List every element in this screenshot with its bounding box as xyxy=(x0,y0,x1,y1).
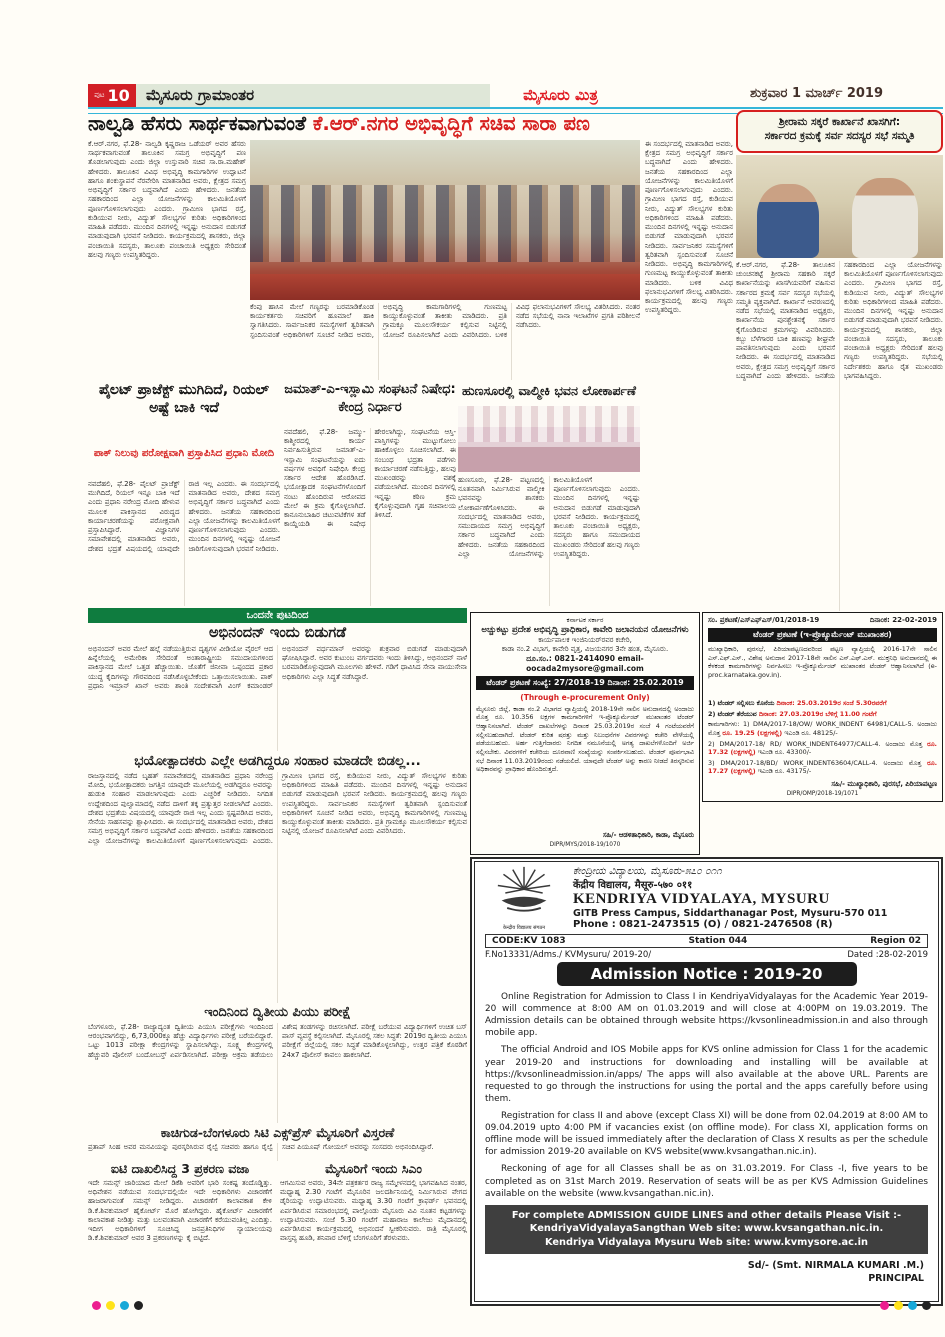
page-number: 10 xyxy=(107,86,130,105)
lead-headline-red: ಕೆ.ಆರ್.ನಗರ ಅಭಿವೃದ್ಧಿಗೆ ಸಚಿವ ಸಾರಾ ಪಣ xyxy=(312,112,590,135)
yellow-dot-icon xyxy=(106,1301,115,1310)
pilot-project-body: ನವದೆಹಲಿ, ಫೆ.28- ಪೈಲಟ್ ಪ್ರಾಜೆಕ್ಟ್ ಮುಗಿದಿದೆ, ರಿಯಲ್ ಇನ್ನೂ ಬಾಕಿ ಇದೆ ಎಂದು ಪ್ರಧಾನಿ ನರೇಂದ್ರ ಮೋದಿ ಹೇಳುವ ಮೂಲಕ ಪಾಕಿಸ್ತಾನದ ವಿರುದ್ಧದ ಕಾರ್ಯಾಚರಣೆಯನ್ನು ಪರೋಕ್ಷವಾಗಿ ಪ್ರಸ್ತಾಪಿಸಿದ್ದಾರೆ. ವಿಜ್ಞಾನಿಗಳ ಸಮಾವೇಶದಲ್ಲಿ ಮಾತನಾಡಿದ ಅವರು, ದೇಶದ ಭದ್ರತೆ ವಿಷಯದಲ್ಲಿ ಯಾವುದೇ ರಾಜಿ ಇಲ್ಲ ಎಂದರು. ಈ ಸಂದರ್ಭದಲ್ಲಿ ಮಾತನಾಡಿದ ಅವರು, ದೇಶದ ಸಮಗ್ರ ಅಭಿವೃದ್ಧಿಗೆ ಸರ್ಕಾರ ಬದ್ಧವಾಗಿದೆ ಎಂದು ಹೇಳಿದರು. ಜನತೆಯ ಸಹಕಾರದಿಂದ ಎಲ್ಲಾ ಯೋಜನೆಗಳನ್ನು ಕಾಲಮಿತಿಯೊಳಗೆ ಪೂರ್ಣಗೊಳಿಸಲಾಗುವುದು ಎಂದರು. ಮುಂದಿನ ದಿನಗಳಲ್ಲಿ ಇನ್ನಷ್ಟು ಯೋಜನೆ ಜಾರಿಗೊಳಿಸುವುದಾಗಿ ಭರವಸೆ ನೀಡಿದರು. xyxy=(88,480,280,553)
pilot-project-subhead: ಪಾಕ್ ನಿಲುವು ಪರೋಕ್ಷವಾಗಿ ಪ್ರಸ್ತಾಪಿಸಿದ ಪ್ರಧಾನಿ ಮೋದಿ xyxy=(93,448,275,459)
cyan-dot-icon xyxy=(908,1301,917,1310)
kvs-logo-caption: केन्द्रीय विद्यालय संगठन xyxy=(502,925,546,931)
photo-person-listening xyxy=(852,178,918,258)
lead-body-bottom: ಕೆಂಪು ಹಾಸಿನ ಮೇಲೆ ಗಣ್ಯರನ್ನು ಬರಮಾಡಿಕೊಂಡ ಕಾರ್ಯಕರ್ತರು ಸಚಿವರಿಗೆ ಹೂಮಾಲೆ ಹಾಕಿ ಸ್ವಾಗತಿಸಿದರು. ಸಾರ್ವಜನಿಕರ ಸಮಸ್ಯೆಗಳಿಗೆ ತ್ವರಿತವಾಗಿ ಸ್ಪಂದಿಸುವಂತೆ ಅಧಿಕಾರಿಗಳಿಗೆ ಸೂಚನೆ ನೀಡಿದ ಅವರು, ಅಭಿವೃದ್ಧಿ ಕಾಮಗಾರಿಗಳಲ್ಲಿ ಗುಣಮಟ್ಟ ಕಾಯ್ದುಕೊಳ್ಳುವಂತೆ ತಾಕೀತು ಮಾಡಿದರು. ಪ್ರತಿ ಗ್ರಾಮಕ್ಕೂ ಮೂಲಸೌಕರ್ಯ ಕಲ್ಪಿಸುವ ನಿಟ್ಟಿನಲ್ಲಿ ಯೋಜನೆ ರೂಪಿಸಲಾಗಿದೆ ಎಂದು ವಿವರಿಸಿದರು. ಬಳಿಕ ವಿವಿಧ ಫಲಾನುಭವಿಗಳಿಗೆ ಸೌಲಭ್ಯ ವಿತರಿಸಿದರು. ನಂತರ ನಡೆದ ಸಭೆಯಲ್ಲಿ ನಾನಾ ಇಲಾಖೆಗಳ ಪ್ರಗತಿ ಪರಿಶೀಲನೆ ನಡೆಸಿದರು. xyxy=(250,303,640,339)
kv-guidelines-band xyxy=(485,1205,928,1254)
page-label: ಪುಟ xyxy=(94,91,105,99)
tender-open-value: ದಿನಾಂಕ: 27.03.2019ರ ಬೆಳಿಗ್ಗೆ 11.00 ಗಂಟೆಗೆ xyxy=(758,709,877,718)
sugar-factory-headline-box xyxy=(736,110,943,153)
black-dot-icon xyxy=(922,1301,931,1310)
tender-govt-line: ಕರ್ನಾಟಕ ಸರ್ಕಾರ xyxy=(566,616,604,624)
tender-open-label: 2) ಟೆಂಡರ್ ತೆರೆಯುವ xyxy=(708,709,759,718)
work-item-3-amount: ರೂ. 17.27 (ಲಕ್ಷಗಳಲ್ಲಿ) xyxy=(708,758,937,776)
section-banner: ಮೈಸೂರು ಗ್ರಾಮಾಂತರ xyxy=(136,84,490,107)
issue-date: ಶುಕ್ರವಾರ 1 ಮಾರ್ಚ್ 2019 xyxy=(749,86,884,101)
work-item-2-amount: ರೂ. 17.32 (ಲಕ್ಷಗಳಲ್ಲಿ) xyxy=(708,739,937,757)
hunsur-photo-drapes xyxy=(458,406,640,442)
tender-cada-foot: DIPR/MYS/2018-19/1070 xyxy=(549,841,621,848)
work-item-1-emd: ಇಎಂಡಿ ರೂ. 48125/- xyxy=(784,728,838,737)
lead-photo-carpet xyxy=(250,274,640,300)
jamaat-ban-body: ನವದೆಹಲಿ, ಫೆ.28- ಜಮ್ಮು-ಕಾಶ್ಮೀರದಲ್ಲಿ ಕಾರ್ಯ ನಿರ್ವಹಿಸುತ್ತಿರುವ ಜಮಾತ್-ಎ-ಇಸ್ಲಾಮಿ ಸಂಘಟನೆಯನ್ನು ಐದು ವರ್ಷಗಳ ಅವಧಿಗೆ ನಿಷೇಧಿಸಿ ಕೇಂದ್ರ ಸರ್ಕಾರ ಆದೇಶ ಹೊರಡಿಸಿದೆ. ಭಯೋತ್ಪಾದಕ ಸಂಘಟನೆಗಳೊಂದಿಗೆ ನಂಟು ಹೊಂದಿರುವ ಆರೋಪದ ಮೇಲೆ ಈ ಕ್ರಮ ಕೈಗೊಳ್ಳಲಾಗಿದೆ. ಕಾನೂನುಬಾಹಿರ ಚಟುವಟಿಕೆಗಳ ತಡೆ ಕಾಯ್ದೆಯಡಿ ಈ ನಿಷೇಧ ಹೇರಲಾಗಿದ್ದು, ಸಂಘಟನೆಯ ಆಸ್ತಿ-ಪಾಸ್ತಿಗಳನ್ನು ಮುಟ್ಟುಗೋಲು ಹಾಕಿಕೊಳ್ಳಲು ಸೂಚಿಸಲಾಗಿದೆ. ಈ ಸಂಬಂಧ ಭದ್ರತಾ ಪಡೆಗಳು ಕಾರ್ಯಾಚರಣೆ ನಡೆಸುತ್ತಿದ್ದು, ಹಲವು ಮುಖಂಡರನ್ನು ವಶಕ್ಕೆ ಪಡೆಯಲಾಗಿದೆ. ಮುಂದಿನ ದಿನಗಳಲ್ಲಿ ಇನ್ನಷ್ಟು ಕಠಿಣ ಕ್ರಮ ಕೈಗೊಳ್ಳುವುದಾಗಿ ಗೃಹ ಸಚಿವಾಲಯ ತಿಳಿಸಿದೆ. xyxy=(284,428,456,529)
tender-right-bar: ಟೆಂಡರ್ ಪ್ರಕಟಣೆ (ಇ-ಪ್ರೊಕ್ಯೂರ್ಮೆಂಟ್ ಮುಖಾಂತರ) xyxy=(708,628,937,642)
abhinandan-body: ಅಭಿನಂದನ್ ಅವರ ಮೇಲೆ ಹಲ್ಲೆ ನಡೆಯುತ್ತಿರುವ ದೃಶ್ಯಗಳ ವೀಡಿಯೋ ವೈರಲ್ ಆದ ಹಿನ್ನೆಲೆಯಲ್ಲಿ ಅಮೇರಿಕಾ ಸೇರಿದಂತೆ ಅಂತಾರಾಷ್ಟ್ರೀಯ ಸಮುದಾಯಗಳಿಂದ ಪಾಕಿಸ್ತಾನದ ಮೇಲೆ ಒತ್ತಡ ಹೆಚ್ಚಾಯಿತು. ಜೊತೆಗೆ ಜಿನೀವಾ ಒಪ್ಪಂದದ ಪ್ರಕಾರ ಯುದ್ಧ ಕೈದಿಗಳನ್ನು ಗೌರವದಿಂದ ನಡೆಸಿಕೊಳ್ಳಬೇಕೆಂದು ಒತ್ತಾಯಿಸಲಾಯಿತು. ಪಾಕ್ ಪ್ರಧಾನಿ ಇಮ್ರಾನ್ ಖಾನ್ ಅವರು ಶಾಂತಿ ಸಂದೇಶವಾಗಿ ವಿಂಗ್ ಕಮಾಂಡರ್ ಅಭಿನಂದನ್ ವರ್ಧಮಾನ್ ಅವರನ್ನು ಶುಕ್ರವಾರ ಬಿಡುಗಡೆ ಮಾಡುವುದಾಗಿ ಘೋಷಿಸಿದ್ದಾರೆ. ಅವರ ಕುಟುಂಬ ವರ್ಗದವರು ಇಂದು ತಿಳಿಸಿದ್ದು, ಅಭಿನಂದನ್ ನಾಳೆ ಬರಮಾಡಿಕೊಳ್ಳುವುದಾಗಿ ಮೂಲಗಳು ಹೇಳಿವೆ. ಗಡಿಗೆ ಧಾವಿಸಿದ ಸೇನಾ ವಾಯುಸೇನಾ ಅಧಿಕಾರಿಗಳು ಎಲ್ಲಾ ಸಿದ್ಧತೆ ನಡೆಸಿದ್ದಾರೆ. xyxy=(88,645,467,690)
cyan-dot-icon xyxy=(120,1301,129,1310)
terror-body: ರಾಜಸ್ತಾನದಲ್ಲಿ ನಡೆದ ಬೃಹತ್ ಸಮಾವೇಶದಲ್ಲಿ ಮಾತನಾಡಿದ ಪ್ರಧಾನಿ ನರೇಂದ್ರ ಮೋದಿ, ಭಯೋತ್ಪಾದಕರು ಜಗತ್ತಿನ ಯಾವುದೇ ಮೂಲೆಯಲ್ಲಿ ಅಡಗಿದ್ದರೂ ಅವರನ್ನು ಹುಡುಕಿ ಸಂಹಾರ ಮಾಡಲಾಗುವುದು ಎಂದು ಎಚ್ಚರಿಕೆ ನೀಡಿದರು. ನಿಗದಿತ ಉದ್ದೇಶದಿಂದ ಪುಲ್ವಾಮಾದಲ್ಲಿ ನಡೆದ ದಾಳಿಗೆ ತಕ್ಕ ಪ್ರತ್ಯುತ್ತರ ನೀಡಲಾಗಿದೆ ಎಂದರು. ದೇಶದ ಭದ್ರತೆಯ ವಿಷಯದಲ್ಲಿ ಯಾವುದೇ ರಾಜಿ ಇಲ್ಲ ಎಂದು ಸ್ಪಷ್ಟಪಡಿಸಿದ ಅವರು, ಸೇನೆಯ ಸಾಹಸವನ್ನು ಶ್ಲಾಘಿಸಿದರು. ಈ ಸಂದರ್ಭದಲ್ಲಿ ಮಾತನಾಡಿದ ಅವರು, ದೇಶದ ಸಮಗ್ರ ಅಭಿವೃದ್ಧಿಗೆ ಸರ್ಕಾರ ಬದ್ಧವಾಗಿದೆ ಎಂದು ಹೇಳಿದರು. ಜನತೆಯ ಸಹಕಾರದಿಂದ ಎಲ್ಲಾ ಯೋಜನೆಗಳನ್ನು ಕಾಲಮಿತಿಯೊಳಗೆ ಪೂರ್ಣಗೊಳಿಸಲಾಗುವುದು ಎಂದರು. ಗ್ರಾಮೀಣ ಭಾಗದ ರಸ್ತೆ, ಕುಡಿಯುವ ನೀರು, ವಿದ್ಯುತ್ ಸೌಲಭ್ಯಗಳ ಕುರಿತು ಅಧಿಕಾರಿಗಳಿಂದ ಮಾಹಿತಿ ಪಡೆದರು. ಮುಂದಿನ ದಿನಗಳಲ್ಲಿ ಇನ್ನಷ್ಟು ಅನುದಾನ ಬಿಡುಗಡೆ ಮಾಡುವುದಾಗಿ ಭರವಸೆ ನೀಡಿದರು. ಕಾರ್ಯಕ್ರಮದಲ್ಲಿ ಹಲವು ಗಣ್ಯರು ಉಪಸ್ಥಿತರಿದ್ದರು. ಸಾರ್ವಜನಿಕರ ಸಮಸ್ಯೆಗಳಿಗೆ ತ್ವರಿತವಾಗಿ ಸ್ಪಂದಿಸುವಂತೆ ಅಧಿಕಾರಿಗಳಿಗೆ ಸೂಚನೆ ನೀಡಿದ ಅವರು, ಅಭಿವೃದ್ಧಿ ಕಾಮಗಾರಿಗಳಲ್ಲಿ ಗುಣಮಟ್ಟ ಕಾಯ್ದುಕೊಳ್ಳುವಂತೆ ತಾಕೀತು ಮಾಡಿದರು. ಪ್ರತಿ ಗ್ರಾಮಕ್ಕೂ ಮೂಲಸೌಕರ್ಯ ಕಲ್ಪಿಸುವ ನಿಟ್ಟಿನಲ್ಲಿ ಯೋಜನೆ ರೂಪಿಸಲಾಗಿದೆ ಎಂದು ವಿವರಿಸಿದರು. xyxy=(88,772,467,845)
yellow-dot-icon xyxy=(894,1301,903,1310)
kv-code-row xyxy=(485,934,928,948)
kv-address: GITB Press Campus, Siddarthanagar Post, Mysuru-570 011 xyxy=(573,908,888,919)
tender-notice-piriyapatna xyxy=(702,612,943,802)
terror-headline: ಭಯೋತ್ಪಾದಕರು ಎಲ್ಲೇ ಅಡಗಿದ್ದರೂ ಸಂಹಾರ ಮಾಡದೇ ಬಿಡಲ್ಲ... xyxy=(134,753,421,769)
pu-exam-body: ಬೆಂಗಳೂರು, ಫೆ.28- ರಾಜ್ಯಾದ್ಯಂತ ದ್ವಿತೀಯ ಪಿಯುಸಿ ಪರೀಕ್ಷೆಗಳು ಇಂದಿನಿಂದ ಆರಂಭವಾಗಲಿದ್ದು, 6,73,000ಕ್ಕೂ ಹೆಚ್ಚು ವಿದ್ಯಾರ್ಥಿಗಳು ಪರೀಕ್ಷೆ ಬರೆಯಲಿದ್ದಾರೆ. ಒಟ್ಟು 1013 ಪರೀಕ್ಷಾ ಕೇಂದ್ರಗಳನ್ನು ಸ್ಥಾಪಿಸಲಾಗಿದ್ದು, ಸೂಕ್ಷ್ಮ ಕೇಂದ್ರಗಳಲ್ಲಿ ಹೆಚ್ಚುವರಿ ಪೊಲೀಸ್ ಬಂದೋಬಸ್ತ್ ಏರ್ಪಡಿಸಲಾಗಿದೆ. ಪರೀಕ್ಷಾ ಅಕ್ರಮ ತಡೆಯಲು ವಿಶೇಷ ತಂಡಗಳನ್ನು ರಚಿಸಲಾಗಿದೆ. ಪರೀಕ್ಷೆ ಬರೆಯುವ ವಿದ್ಯಾರ್ಥಿಗಳಿಗೆ ಉಚಿತ ಬಸ್ ಪಾಸ್ ವ್ಯವಸ್ಥೆ ಕಲ್ಪಿಸಲಾಗಿದೆ. ಮೈಸೂರಲ್ಲಿ ಸಕಲ ಸಿದ್ಧತೆ: 2019ರ ದ್ವಿತೀಯ ಪಿಯುಸಿ ಪರೀಕ್ಷೆಗೆ ಜಿಲ್ಲೆಯಲ್ಲಿ ಸಕಲ ಸಿದ್ಧತೆ ಮಾಡಿಕೊಳ್ಳಲಾಗಿದ್ದು, ಉತ್ತರ ಪತ್ರಿಕೆ ಕೊಠಡಿಗೆ 24x7 ಪೊಲೀಸ್ ಕಾವಲು ಹಾಕಲಾಗಿದೆ. xyxy=(88,1023,467,1059)
sugar-factory-body: ಕೆ.ಆರ್.ನಗರ, ಫೆ.28- ತಾಲೂಕಿನ ಚುಂಚನಕಟ್ಟೆ ಶ್ರೀರಾಮ ಸಹಕಾರಿ ಸಕ್ಕರೆ ಕಾರ್ಖಾನೆಯನ್ನು ಖಾಸಗಿಯವರಿಗೆ ವಹಿಸುವ ಸರ್ಕಾರದ ಕ್ರಮಕ್ಕೆ ಸರ್ವ ಸದಸ್ಯರ ಸಭೆಯಲ್ಲಿ ಸಮ್ಮತಿ ವ್ಯಕ್ತವಾಗಿದೆ. ಕಾರ್ಖಾನೆ ಆವರಣದಲ್ಲಿ ನಡೆದ ಸಭೆಯಲ್ಲಿ ಮಾತನಾಡಿದ ಅಧ್ಯಕ್ಷರು, ಕಾರ್ಖಾನೆಯ ಪುನಶ್ಚೇತನಕ್ಕೆ ಸರ್ಕಾರ ಕೈಗೊಂಡಿರುವ ಕ್ರಮಗಳನ್ನು ವಿವರಿಸಿದರು. ಕಬ್ಬು ಬೆಳೆಗಾರರ ಬಾಕಿ ಹಣವನ್ನು ಶೀಘ್ರವೇ ಪಾವತಿಸಲಾಗುವುದು ಎಂದು ಭರವಸೆ ನೀಡಿದರು. ಈ ಸಂದರ್ಭದಲ್ಲಿ ಮಾತನಾಡಿದ ಅವರು, ಕ್ಷೇತ್ರದ ಸಮಗ್ರ ಅಭಿವೃದ್ಧಿಗೆ ಸರ್ಕಾರ ಬದ್ಧವಾಗಿದೆ ಎಂದು ಹೇಳಿದರು. ಜನತೆಯ ಸಹಕಾರದಿಂದ ಎಲ್ಲಾ ಯೋಜನೆಗಳನ್ನು ಕಾಲಮಿತಿಯೊಳಗೆ ಪೂರ್ಣಗೊಳಿಸಲಾಗುವುದು ಎಂದರು. ಗ್ರಾಮೀಣ ಭಾಗದ ರಸ್ತೆ, ಕುಡಿಯುವ ನೀರು, ವಿದ್ಯುತ್ ಸೌಲಭ್ಯಗಳ ಕುರಿತು ಅಧಿಕಾರಿಗಳಿಂದ ಮಾಹಿತಿ ಪಡೆದರು. ಮುಂದಿನ ದಿನಗಳಲ್ಲಿ ಇನ್ನಷ್ಟು ಅನುದಾನ ಬಿಡುಗಡೆ ಮಾಡುವುದಾಗಿ ಭರವಸೆ ನೀಡಿದರು. ಕಾರ್ಯಕ್ರಮದಲ್ಲಿ ಶಾಸಕರು, ಜಿಲ್ಲಾ ಪಂಚಾಯಿತಿ ಸದಸ್ಯರು, ತಾಲೂಕು ಪಂಚಾಯಿತಿ ಅಧ್ಯಕ್ಷರು ಸೇರಿದಂತೆ ಹಲವು ಗಣ್ಯರು ಉಪಸ್ಥಿತರಿದ್ದರು. ಸಭೆಯಲ್ಲಿ ನಿರ್ದೇಶಕರು ಹಾಗೂ ರೈತ ಮುಖಂಡರು ಭಾಗವಹಿಸಿದ್ದರು. xyxy=(736,261,943,380)
abhinandan-headline: ಅಭಿನಂದನ್ ಇಂದು ಬಿಡುಗಡೆ xyxy=(208,625,347,641)
kv-code: CODE:KV 1083 xyxy=(492,936,566,946)
tender-contact-line: ದೂ.ಸಂ.: 0821-2414090 email-oocada2mysore@gmail.com xyxy=(526,653,644,673)
magenta-dot-icon xyxy=(880,1301,889,1310)
print-registration-marks-right xyxy=(880,1301,931,1310)
tender-office-line: ಕಾರ್ಯಪಾಲಕ ಇಂಜಿನಿಯರ್‌ರವರ ಕಚೇರಿ, xyxy=(538,635,632,644)
kvs-sun-logo-icon xyxy=(494,865,554,921)
work-item-3-label: 3) DMA/2017-18/BD/ WORK_INDENT63604/CALL-4. ಅಂದಾಜು ಮೊತ್ತ xyxy=(708,758,922,767)
tender-right-foot: DIPR/OMP/2018-19/1071 xyxy=(786,791,859,798)
hunsur-bhavan-body: ಹುಣಸೂರು, ಫೆ.28- ಪಟ್ಟಣದಲ್ಲಿ ನೂತನವಾಗಿ ನಿರ್ಮಿಸಿರುವ ವಾಲ್ಮೀಕಿ ಭವನವನ್ನು ಶಾಸಕರು ಲೋಕಾರ್ಪಣೆಗೊಳಿಸಿದರು. ಈ ಸಂದರ್ಭದಲ್ಲಿ ಮಾತನಾಡಿದ ಅವರು, ಸಮುದಾಯದ ಸಮಗ್ರ ಅಭಿವೃದ್ಧಿಗೆ ಸರ್ಕಾರ ಬದ್ಧವಾಗಿದೆ ಎಂದು ಹೇಳಿದರು. ಜನತೆಯ ಸಹಕಾರದಿಂದ ಎಲ್ಲಾ ಯೋಜನೆಗಳನ್ನು ಕಾಲಮಿತಿಯೊಳಗೆ ಪೂರ್ಣಗೊಳಿಸಲಾಗುವುದು ಎಂದರು. ಮುಂದಿನ ದಿನಗಳಲ್ಲಿ ಇನ್ನಷ್ಟು ಅನುದಾನ ಬಿಡುಗಡೆ ಮಾಡುವುದಾಗಿ ಭರವಸೆ ನೀಡಿದರು. ಕಾರ್ಯಕ್ರಮದಲ್ಲಿ ತಾಲೂಕು ಪಂಚಾಯಿತಿ ಅಧ್ಯಕ್ಷರು, ಸದಸ್ಯರು ಹಾಗೂ ಸಮುದಾಯದ ಮುಖಂಡರು ಸೇರಿದಂತೆ ಹಲವು ಗಣ್ಯರು ಉಪಸ್ಥಿತರಿದ್ದರು. xyxy=(458,476,640,558)
kv-band-line3: Kendriya Vidyalaya Mysuru Web site: www.kvmysore.ac.in xyxy=(544,1237,868,1249)
kv-paragraph-3: Registration for class II and above (except Class XI) will be done from 02.04.2019 at 8:00 AM to 09.04.2019 upto 4:00 PM if vacancies exist (on offline mode). For class XI, application forms on offline mode will be issued immediately after the declaration of Class X results as per the schedule for admission 2019-20 available on KVS website(www.kvsangathan.nic.in). xyxy=(485,1110,928,1158)
tender-ref-number: ಸಂ. ಪ್ರಕಟಣೆ/ಎಸ್‌ಎಫ್‌ಎಸ್/01/2018-19 xyxy=(708,616,820,624)
jamaat-ban-headline: ಜಮಾತ್-ಎ-ಇಸ್ಲಾಮಿ ಸಂಘಟನೆ ನಿಷೇಧ: ಕೇಂದ್ರ ನಿರ್ಧಾರ xyxy=(284,382,456,415)
work-item-3-emd: ಇಎಂಡಿ ರೂ. 43175/- xyxy=(757,767,812,776)
it-cases-headline: ಐಟಿ ದಾಖಲಿಸಿದ್ದ 3 ಪ್ರಕರಣ ವಜಾ xyxy=(110,1161,250,1176)
tender-right-intro: ಮುಖ್ಯಾಧಿಕಾರಿ, ಪುರಸಭೆ, ಪಿರಿಯಾಪಟ್ಟಣದವರಿಂದ ಪಟ್ಟಣ ವ್ಯಾಪ್ತಿಯಲ್ಲಿ 2016-17ನೇ ಸಾಲಿನ ಎಸ್.ಎಫ್.ಎಸ್., ವಿಶೇಷ ಅನುದಾನ 2017-18ನೇ ಸಾಲಿನ ಎಸ್.ಎಫ್.ಎಸ್. ಮುಕ್ತನಿಧಿ ಅನುದಾನದಲ್ಲಿ ಈ ಕೆಳಕಂಡ ಕಾಮಗಾರಿಗಳನ್ನು ನಿರ್ವಹಿಸಲು ಇ-ಪ್ರೊಕ್ಯೂರ್ಮೆಂಟ್ ಮುಖಾಂತರ ಟೆಂಡರ್ ಆಹ್ವಾನಿಸಲಾಗಿದೆ (e-proc.karnataka.gov.in). xyxy=(708,645,937,679)
it-cases-body: ಇದೇ ಸಮನ್ಸ್ ಜಾರಿಯಾದ ಮೇಲೆ ಡಿಕೆಶಿ ಅವರಿಗೆ ಭಾರಿ ಸಂಕಷ್ಟ ತಂದೊಡ್ಡಿತ್ತು. ಅಧಿವೇಶನ ನಡೆಯುವ ಸಂದರ್ಭದಲ್ಲಿಯೇ ಇದೇ ಅಧಿಕಾರಿಗಳು ವಿಚಾರಣೆಗೆ ಹಾಜರಾಗುವಂತೆ ಸಮನ್ಸ್ ನೀಡಿದ್ದರು. ವಿಚಾರಣೆಗೆ ಕಾಲಾವಕಾಶ ಕೇಳಿ ಡಿ.ಕೆ.ಶಿವಕುಮಾರ್ ಹೈಕೋರ್ಟ್ ಮೊರೆ ಹೋಗಿದ್ದರು. ಹೈಕೋರ್ಟ್ ವಿಚಾರಣೆಗೆ ಕಾಲಾವಕಾಶ ನೀಡಿತ್ತು ಮತ್ತು ಬಲವಂತವಾಗಿ ವಿಚಾರಣೆಗೆ ಕರೆಯುವಂತಿಲ್ಲ ಎಂದಿತ್ತು. ಇದೀಗ ಅಧಿಕಾರಿಗಳಿಗೆ ಸೂಚಿಸಿದ್ದ ಜನಪ್ರತಿನಿಧಿಗಳ ನ್ಯಾಯಾಲಯವು ಡಿ.ಕೆ.ಶಿವಕುಮಾರ್ ಅವರ 3 ಪ್ರಕರಣಗಳನ್ನು ಕೈ ಬಿಟ್ಟಿದೆ. xyxy=(88,1179,272,1243)
tender-notice-cada xyxy=(470,612,700,855)
tender-cada-body: ಮೈಸೂರು ಜಿಲ್ಲೆ, ಕಾಡಾ ನಂ.2 ವಿಭಾಗದ ವ್ಯಾಪ್ತಿಯಲ್ಲಿ 2018-19ನೇ ಸಾಲಿನ ಅನುದಾನದಲ್ಲಿ ಅಂದಾಜು ಮೊತ್ತ ರೂ. 10.356 ಲಕ್ಷಗಳ ಕಾಮಗಾರಿಗಳಿಗೆ ಇ-ಪ್ರೊಕ್ಯೂರ್ಮೆಂಟ್ ಮುಖಾಂತರ ಟೆಂಡರ್ ಆಹ್ವಾನಿಸಲಾಗಿದೆ. ಟೆಂಡರ್ ದಾಖಲೆಗಳನ್ನು ದಿನಾಂಕ 25.03.2019ರ ಸಂಜೆ 4 ಗಂಟೆಯವರೆಗೆ ಸಲ್ಲಿಸಬಹುದಾಗಿದೆ. ಟೆಂಡರ್ ಕುರಿತ ಷರತ್ತು ಮತ್ತು ನಿಬಂಧನೆಗಳ ವಿವರಗಳನ್ನು ಕಚೇರಿ ವೇಳೆಯಲ್ಲಿ ಪಡೆಯಬಹುದು. ಅರ್ಹ ಗುತ್ತಿಗೆದಾರರು ನಿಗದಿತ ನಮೂನೆಯಲ್ಲಿ ಅಗತ್ಯ ದಾಖಲೆಗಳೊಂದಿಗೆ ಅರ್ಜಿ ಸಲ್ಲಿಸಬೇಕು. ವಿವರಗಳಿಗೆ ಕಚೇರಿಯ ದೂರವಾಣಿ ಸಂಖ್ಯೆಯನ್ನು ಸಂಪರ್ಕಿಸಬಹುದು. ಟೆಂಡರ್ ಪೂರ್ವಭಾವಿ ಸಭೆ ದಿನಾಂಕ 11.03.2019ರಂದು ನಡೆಯಲಿದೆ. ಯಾವುದೇ ಟೆಂಡರ್ ಅನ್ನು ಕಾರಣ ನೀಡದೆ ತಿರಸ್ಕರಿಸುವ ಅಧಿಕಾರವನ್ನು ಪ್ರಾಧಿಕಾರ ಹೊಂದಿರುತ್ತದೆ. xyxy=(476,704,694,774)
lead-photo-people xyxy=(250,185,640,262)
lead-headline-black: ನಾಲ್ವಡಿ ಹೆಸರು ಸಾರ್ಥಕವಾಗುವಂತೆ xyxy=(88,112,313,135)
kv-station: Station 044 xyxy=(688,936,748,946)
cm-visit-headline: ಮೈಸೂರಿಗೆ ಇಂದು ಸಿಎಂ xyxy=(325,1161,422,1176)
kv-paragraph-2: The official Android and IOS Mobile apps for KVS online admission for Class 1 for the academic year 2019-20 and instructions for downloading and installing will be available at https://kvsonlineadmission.in/apps/ The apps will also available at the above URL. Parents are requested to go through the instructions for using the portal and the apps carefully before using them. xyxy=(485,1045,928,1104)
kv-admission-ad-inner xyxy=(474,861,939,1302)
tender-number-bar: ಟೆಂಡರ್ ಪ್ರಕಟಣೆ ಸಂಖ್ಯೆ: 27/2018-19 ದಿನಾಂಕ: 25.02.2019 xyxy=(476,676,694,690)
tender-cada-sign: ಸಹಿ/- ಆಡಳಿತಾಧಿಕಾರಿ, ಕಾಡಾ, ಮೈಸೂರು xyxy=(602,830,694,839)
lead-headline xyxy=(88,112,736,138)
kv-name-kannada: ಕೇಂದ್ರೀಯ ವಿದ್ಯಾಲಯ, ಮೈಸೂರು-೫೭೦ ೦೧೧ xyxy=(573,866,722,877)
tender-deadline-label: 1) ಟೆಂಡರ್ ಸಲ್ಲಿಸಲು ಕೊನೆಯ xyxy=(708,699,777,707)
kv-dated: Dated :28-02-2019 xyxy=(847,950,928,960)
hunsur-bhavan-headline: ಹುಣಸೂರಲ್ಲಿ ವಾಲ್ಮೀಕಿ ಭವನ ಲೋಕಾರ್ಪಣೆ xyxy=(461,383,637,398)
sugar-factory-photo xyxy=(736,155,943,258)
tender-right-sign: ಸಹಿ/- ಮುಖ್ಯಾಧಿಕಾರಿ, ಪುರಸಭೆ, ಪಿರಿಯಾಪಟ್ಟಣ xyxy=(831,780,937,789)
tender-work-item xyxy=(708,759,937,776)
photo-person-speaking xyxy=(757,184,819,258)
work-item-2-label: 2) DMA/2017-18/ RD/ WORK_INDENT64977/CALL-4. ಅಂದಾಜು ಮೊತ್ತ xyxy=(708,739,923,748)
kv-name-hindi: केंद्रीय विद्यालय, मैसूरु-५७० ०११ xyxy=(573,880,693,891)
sugar-factory-headline-line2: ಸರ್ಕಾರದ ಕ್ರಮಕ್ಕೆ ಸರ್ವ ಸದಸ್ಯರ ಸಭೆ ಸಮ್ಮತಿ xyxy=(764,130,915,143)
kv-file-number: F.No13331/Adms./ KVMysuru/ 2019-20/ xyxy=(485,950,652,960)
lead-body-left: ಕೆ.ಆರ್.ನಗರ, ಫೆ.28- ನಾಲ್ವಡಿ ಕೃಷ್ಣರಾಜ ಒಡೆಯರ್ ಅವರ ಹೆಸರು ಸಾರ್ಥಕವಾಗುವಂತೆ ತಾಲೂಕಿನ ಸಮಗ್ರ ಅಭಿವೃದ್ಧಿಗೆ ಪಣ ತೊಡಲಾಗುವುದು ಎಂದು ಜಿಲ್ಲಾ ಉಸ್ತುವಾರಿ ಸಚಿವ ಸಾ.ರಾ.ಮಹೇಶ್ ಹೇಳಿದರು. ತಾಲೂಕಿನ ವಿವಿಧ ಅಭಿವೃದ್ಧಿ ಕಾಮಗಾರಿಗಳ ಉದ್ಘಾಟನೆ ಹಾಗೂ ಶಂಕುಸ್ಥಾಪನೆ ನೆರವೇರಿಸಿ ಮಾತನಾಡಿದ ಅವರು, ಕ್ಷೇತ್ರದ ಸಮಗ್ರ ಅಭಿವೃದ್ಧಿಗೆ ಸರ್ಕಾರ ಬದ್ಧವಾಗಿದೆ ಎಂದು ಹೇಳಿದರು. ಜನತೆಯ ಸಹಕಾರದಿಂದ ಎಲ್ಲಾ ಯೋಜನೆಗಳನ್ನು ಕಾಲಮಿತಿಯೊಳಗೆ ಪೂರ್ಣಗೊಳಿಸಲಾಗುವುದು ಎಂದರು. ಗ್ರಾಮೀಣ ಭಾಗದ ರಸ್ತೆ, ಕುಡಿಯುವ ನೀರು, ವಿದ್ಯುತ್ ಸೌಲಭ್ಯಗಳ ಕುರಿತು ಅಧಿಕಾರಿಗಳಿಂದ ಮಾಹಿತಿ ಪಡೆದರು. ಮುಂದಿನ ದಿನಗಳಲ್ಲಿ ಇನ್ನಷ್ಟು ಅನುದಾನ ಬಿಡುಗಡೆ ಮಾಡುವುದಾಗಿ ಭರವಸೆ ನೀಡಿದರು. ಕಾರ್ಯಕ್ರಮದಲ್ಲಿ ಶಾಸಕರು, ಜಿಲ್ಲಾ ಪಂಚಾಯಿತಿ ಸದಸ್ಯರು, ತಾಲೂಕು ಪಂಚಾಯಿತಿ ಅಧ್ಯಕ್ಷರು ಸೇರಿದಂತೆ ಹಲವು ಗಣ್ಯರು ಉಪಸ್ಥಿತರಿದ್ದರು. xyxy=(88,140,246,259)
tender-eproc-note: (Through e-procurement Only) xyxy=(520,692,650,702)
tender-work-item xyxy=(708,740,937,757)
kv-name-english: KENDRIYA VIDYALAYA, MYSURU xyxy=(573,891,830,907)
work-item-2-emd: ಇಎಂಡಿ ರೂ. 43300/- xyxy=(757,748,812,757)
train-extension-body: ಪ್ರತಾಪ್ ಸಿಂಹ ಅವರ ಮನವಿಯನ್ನು ಪುರಸ್ಕರಿಸಿರುವ ರೈಲ್ವೆ ಸಚಿವರು ಹಾಗೂ ರೈಲ್ವೆ ಸಚಿವ ಪಿಯೂಷ್ ಗೋಯಲ್ ಅವರನ್ನು ಸಂಸದರು ಅಭಿನಂದಿಸಿದ್ದಾರೆ. xyxy=(88,1143,434,1151)
kv-band-line2: KendriyaVidyalayaSangthan Web site: www.kvsangathan.nic.in. xyxy=(529,1223,884,1235)
tender-work-item xyxy=(708,720,937,737)
pilot-project-headline: ಪೈಲಟ್ ಪ್ರಾಜೆಕ್ಟ್ ಮುಗಿದಿದೆ, ರಿಯಲ್ ಅಷ್ಟೆ ಬಾಕಿ ಇದೆ xyxy=(98,382,270,417)
kv-paragraph-4: Reckoning of age for all Classes shall be as on 31.03.2019. For Class -I, five years to be completed as on 31st March 2019. Reservation of seats will be as per KVS Admission Guidelines available on the website (www.kvsangathan.nic.in). xyxy=(485,1164,928,1199)
cm-visit-body: ಆಗಮಿಸುವ ಅವರು, 34ನೇ ಪತ್ರಕರ್ತರ ರಾಜ್ಯ ಸಮ್ಮೇಳನದಲ್ಲಿ ಭಾಗವಹಿಸಿದ ನಂತರ, ಮಧ್ಯಾಹ್ನ 2.30 ಗಂಟೆಗೆ ಮೈಸೂರಿನ ಜಲದರ್ಶಿನಿಯಲ್ಲಿ ನಿರ್ಮಿಸಿರುವ ವೇಗದ ಡೈರಿಯನ್ನು ಉದ್ಘಾಟಿಸುವರು. ಮಧ್ಯಾಹ್ನ 3.30 ಗಂಟೆಗೆ ಕ್ರಾಫರ್ಡ್ ಭವನದಲ್ಲಿ ಏರ್ಪಡಿಸಿರುವ ಸಮಾರಂಭದಲ್ಲಿ ಪಾಲ್ಗೊಂಡು ಮೈಸೂರು ವಿವಿ ನೂತನ ಕಟ್ಟಡಗಳನ್ನು ಉದ್ಘಾಟಿಸುವರು. ಸಂಜೆ 5.30 ಗಂಟೆಗೆ ಮಹಾರಾಜ ಕಾಲೇಜು ಮೈದಾನದಲ್ಲಿ ಏರ್ಪಡಿಸಿರುವ ಕಾರ್ಯಕ್ರಮದಲ್ಲಿ ಅಭಿನಂದನೆ ಸ್ವೀಕರಿಸುವರು. ರಾತ್ರಿ ಮೈಸೂರಲ್ಲಿ ವಾಸ್ತವ್ಯ ಹೂಡಿ, ಶನಿವಾರ ಬೆಳಿಗ್ಗೆ ಬೆಂಗಳೂರಿಗೆ ತೆರಳುವರು. xyxy=(280,1179,467,1243)
kv-phone: Phone : 0821-2473515 (O) / 0821-2476508 (R) xyxy=(573,919,833,930)
work-item-1-amount: ರೂ. 19.25 (ಲಕ್ಷಗಳಲ್ಲಿ) xyxy=(722,728,783,737)
newspaper-logo: ಮೈಸೂರು ಮಿತ್ರ xyxy=(523,86,598,104)
pu-exam-headline: ಇಂದಿನಿಂದ ದ್ವಿತೀಯ ಪಿಯು ಪರೀಕ್ಷೆ xyxy=(204,1005,351,1020)
sugar-factory-headline-line1: ಶ್ರೀರಾಮ ಸಕ್ಕರೆ ಕಾರ್ಖಾನೆ ಖಾಸಗಿಗೆ: xyxy=(778,116,901,128)
magenta-dot-icon xyxy=(92,1301,101,1310)
kv-region: Region 02 xyxy=(870,936,921,946)
train-extension-headline: ಕಾಚಿಗುಡ-ಬೆಂಗಳೂರು ಸಿಟಿ ಎಕ್ಸ್‌ಪ್ರೆಸ್ ಮೈಸೂರಿಗೆ ವಿಸ್ತರಣೆ xyxy=(160,1125,395,1140)
page-number-box xyxy=(88,84,136,107)
tender-org-line: ಅಚ್ಚುಕಟ್ಟು ಪ್ರದೇಶ ಅಭಿವೃದ್ಧಿ ಪ್ರಾಧಿಕಾರ, ಕಾವೇರಿ ಜಲಾನಯನ ಯೋಜನೆಗಳು xyxy=(481,625,689,635)
kv-paragraph-1: Online Registration for Admission to Class I in KendriyaVidyalayas for the Academic Year 2019-20 will commence at 8:00 AM on 01.03.2019 and will close at 4:00PM on 19.03.2019. The Admission details can be obtained through website https://kvsonlineadmission.in and also through mobile app. xyxy=(485,992,928,1039)
print-registration-marks-left xyxy=(92,1301,143,1310)
hunsur-bhavan-photo xyxy=(458,406,640,472)
kv-principal-title: PRINCIPAL xyxy=(868,1273,924,1285)
from-page-one-bar: ಒಂದನೇ ಪುಟದಿಂದ xyxy=(88,608,467,623)
admission-notice-banner: Admission Notice : 2019-20 xyxy=(557,962,857,986)
lead-photo xyxy=(250,140,640,300)
kvs-logo xyxy=(485,865,563,931)
kv-signature: Sd/- (Smt. NIRMALA KUMARI .M.) xyxy=(747,1259,924,1271)
black-dot-icon xyxy=(134,1301,143,1310)
tender-ref-date: ದಿನಾಂಕ: 22-02-2019 xyxy=(869,616,937,624)
tender-address-line: ಕಾಡಾ ನಂ.2 ವಿಭಾಗ, ಕಾವೇರಿ ವೃತ್ತ, ವಿಜಯನಗರ 3ನೇ ಹಂತ, ಮೈಸೂರು. xyxy=(501,644,669,653)
tender-deadline-value: ದಿನಾಂಕ: 25.03.2019ರ ಸಂಜೆ 5.30ರವರೆಗೆ xyxy=(776,699,887,707)
work-item-1-label: ಕಾಮಗಾರಿಗಳು: 1) DMA/2017-18/OW/ WORK_INDENT 64981/CALL-5. ಅಂದಾಜು ಮೊತ್ತ xyxy=(708,720,937,737)
kv-band-line1: For complete ADMISSION GUIDE LINES and other details Please Visit :- xyxy=(511,1209,902,1221)
lead-body-mid-column: ಈ ಸಂದರ್ಭದಲ್ಲಿ ಮಾತನಾಡಿದ ಅವರು, ಕ್ಷೇತ್ರದ ಸಮಗ್ರ ಅಭಿವೃದ್ಧಿಗೆ ಸರ್ಕಾರ ಬದ್ಧವಾಗಿದೆ ಎಂದು ಹೇಳಿದರು. ಜನತೆಯ ಸಹಕಾರದಿಂದ ಎಲ್ಲಾ ಯೋಜನೆಗಳನ್ನು ಕಾಲಮಿತಿಯೊಳಗೆ ಪೂರ್ಣಗೊಳಿಸಲಾಗುವುದು ಎಂದರು. ಗ್ರಾಮೀಣ ಭಾಗದ ರಸ್ತೆ, ಕುಡಿಯುವ ನೀರು, ವಿದ್ಯುತ್ ಸೌಲಭ್ಯಗಳ ಕುರಿತು ಅಧಿಕಾರಿಗಳಿಂದ ಮಾಹಿತಿ ಪಡೆದರು. ಮುಂದಿನ ದಿನಗಳಲ್ಲಿ ಇನ್ನಷ್ಟು ಅನುದಾನ ಬಿಡುಗಡೆ ಮಾಡುವುದಾಗಿ ಭರವಸೆ ನೀಡಿದರು. ಸಾರ್ವಜನಿಕರ ಸಮಸ್ಯೆಗಳಿಗೆ ತ್ವರಿತವಾಗಿ ಸ್ಪಂದಿಸುವಂತೆ ಸೂಚನೆ ನೀಡಿದರು. ಅಭಿವೃದ್ಧಿ ಕಾಮಗಾರಿಗಳಲ್ಲಿ ಗುಣಮಟ್ಟ ಕಾಯ್ದುಕೊಳ್ಳುವಂತೆ ತಾಕೀತು ಮಾಡಿದರು. ಬಳಿಕ ವಿವಿಧ ಫಲಾನುಭವಿಗಳಿಗೆ ಸೌಲಭ್ಯ ವಿತರಿಸಿದರು. ಕಾರ್ಯಕ್ರಮದಲ್ಲಿ ಹಲವು ಗಣ್ಯರು ಉಪಸ್ಥಿತರಿದ್ದರು. xyxy=(645,140,733,315)
kv-admission-ad xyxy=(470,857,943,1306)
